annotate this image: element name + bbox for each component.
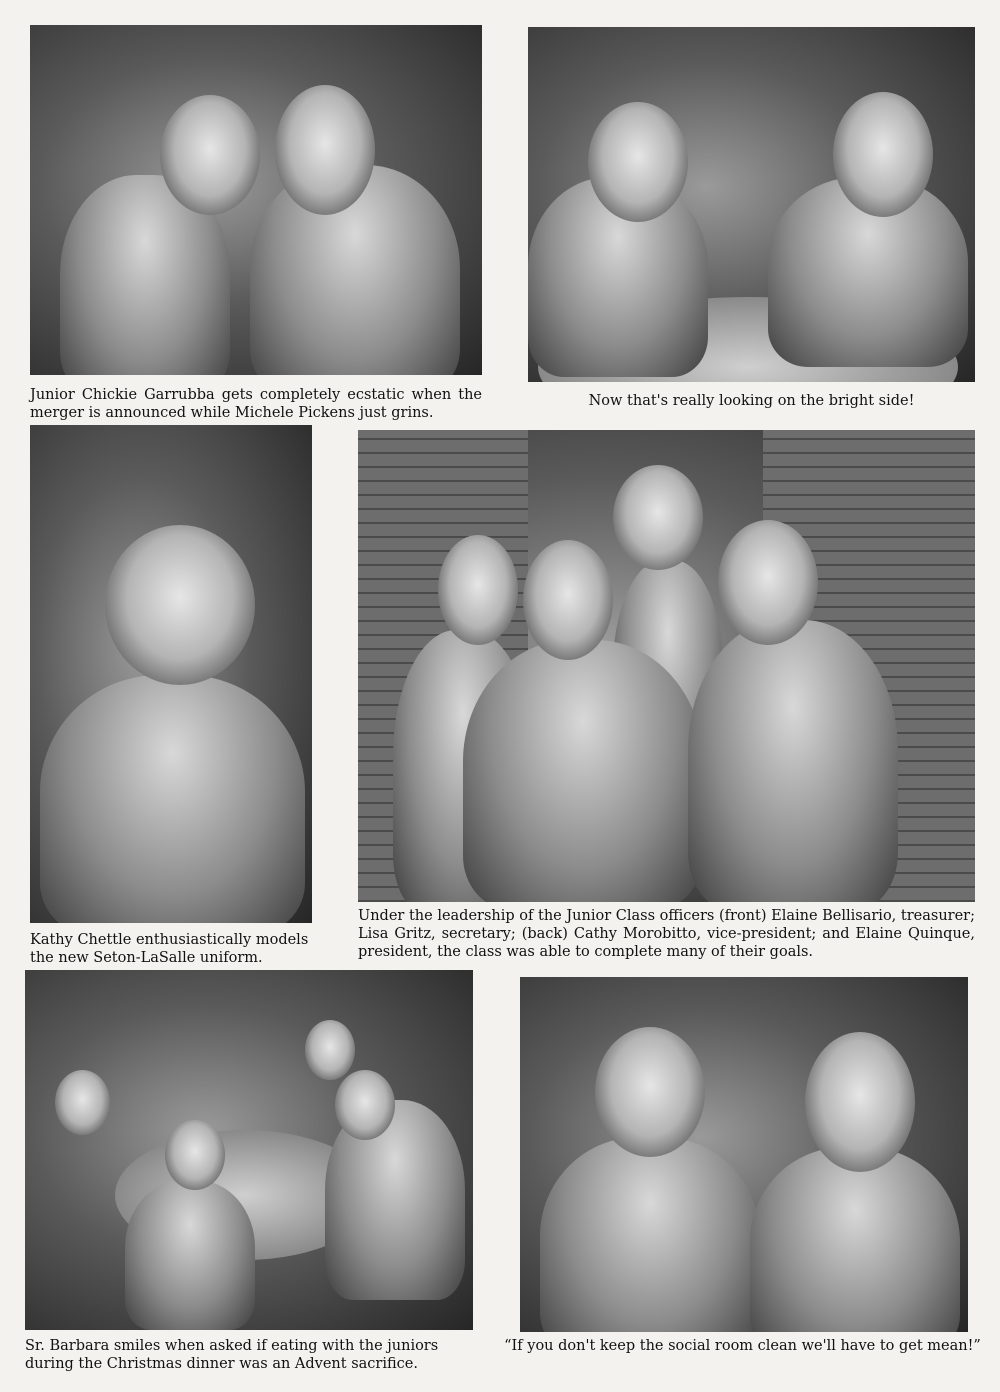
caption-photo-1: Junior Chickie Garrubba gets completely ecstatic when the merger is announced while Michele Pickens just grins.	[30, 387, 482, 421]
diner-right-head	[335, 1070, 395, 1140]
photo-bright-side	[528, 27, 975, 382]
head-hat	[105, 525, 255, 685]
head-right	[275, 85, 375, 215]
photo-laughing-juniors	[30, 25, 482, 375]
head-right	[805, 1032, 915, 1172]
caption-photo-6: “If you don't keep the social room clean we'll have to get mean!”	[504, 1338, 981, 1354]
figure-right	[750, 1147, 960, 1332]
caption-photo-2: Now that's really looking on the bright side!	[588, 393, 915, 409]
photo-social-room	[520, 977, 968, 1332]
caption-photo-3: Kathy Chettle enthusiastically models the new Seton-LaSalle uniform.	[30, 932, 309, 966]
diner-left-head	[55, 1070, 110, 1135]
figure-center	[40, 675, 305, 923]
caption-photo-5: Sr. Barbara smiles when asked if eating with the juniors during the Christmas dinner was an Advent sacrifice.	[25, 1338, 439, 1372]
officer-back-left-head	[438, 535, 518, 645]
head-left	[160, 95, 260, 215]
officer-front-left-head	[523, 540, 613, 660]
photo-kathy-uniform	[30, 425, 312, 923]
officer-front-right	[688, 620, 898, 902]
head-left	[588, 102, 688, 222]
caption-photo-4: Under the leadership of the Junior Class officers (front) Elaine Bellisario, treasurer; Lisa Gritz, secretary; (back) Cathy Morobitto, vice-president; and Elaine Quinque, president, the class was able to complete many of their goals.	[358, 908, 975, 960]
photo-class-officers	[358, 430, 975, 902]
officer-back-right-head	[613, 465, 703, 570]
diner-back-head	[305, 1020, 355, 1080]
officer-front-left	[463, 640, 703, 902]
officer-front-right-head	[718, 520, 818, 645]
diner-front-center-head	[165, 1120, 225, 1190]
diner-front-center	[125, 1180, 255, 1330]
figure-left	[540, 1137, 760, 1332]
photo-christmas-dinner	[25, 970, 473, 1330]
head-right	[833, 92, 933, 217]
head-left	[595, 1027, 705, 1157]
